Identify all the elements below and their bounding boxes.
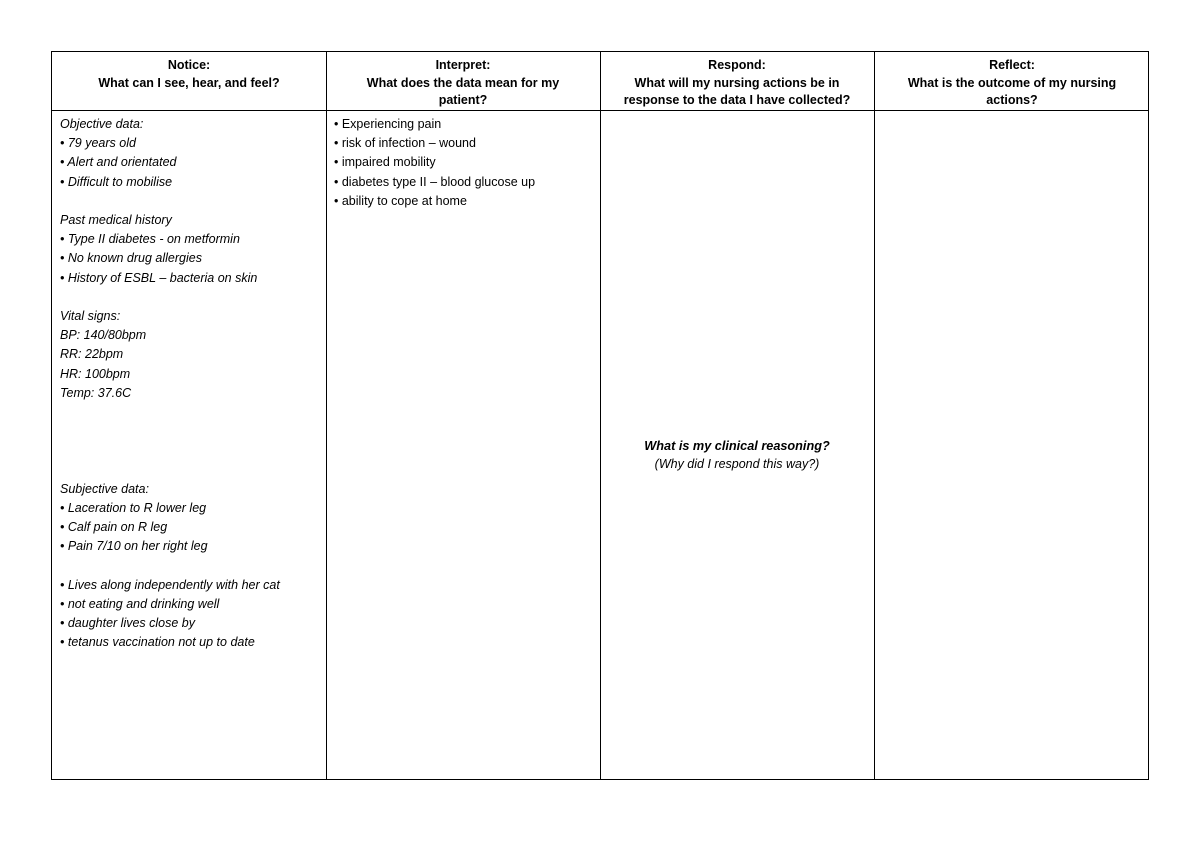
reasoning-subtitle: (Why did I respond this way?) bbox=[654, 457, 820, 471]
notice-header bbox=[52, 57, 326, 109]
list-item: • History of ESBL – bacteria on skin bbox=[60, 270, 258, 285]
header-divider bbox=[52, 110, 1148, 111]
vital-sign: RR: 22bpm bbox=[60, 347, 124, 362]
list-item: • Pain 7/10 on her right leg bbox=[60, 539, 208, 554]
notice-subtitle: What can I see, hear, and feel? bbox=[98, 75, 280, 90]
reflect-header bbox=[874, 57, 1150, 109]
reflect-title: Reflect: bbox=[989, 58, 1035, 72]
column-divider bbox=[326, 52, 327, 779]
list-item: • Laceration to R lower leg bbox=[60, 501, 207, 516]
vitals-heading: Vital signs: bbox=[60, 309, 121, 323]
list-item: • tetanus vaccination not up to date bbox=[60, 635, 255, 650]
interpret-subtitle: What does the data mean for my patient? bbox=[366, 75, 560, 107]
column-divider bbox=[600, 52, 601, 779]
list-item: • Alert and orientated bbox=[60, 155, 177, 170]
list-item: • Calf pain on R leg bbox=[60, 520, 168, 535]
objective-heading: Objective data: bbox=[60, 117, 144, 131]
reasoning-table bbox=[51, 51, 1149, 780]
history-heading: Past medical history bbox=[60, 213, 172, 227]
respond-subtitle: What will my nursing actions be in response to the data I have collected? bbox=[623, 75, 851, 107]
list-item: • Type II diabetes - on metformin bbox=[60, 232, 240, 247]
interpret-title: Interpret: bbox=[435, 58, 491, 72]
clinical-reasoning bbox=[600, 437, 874, 473]
list-item: • diabetes type II – blood glucose up bbox=[334, 174, 536, 189]
list-item: • daughter lives close by bbox=[60, 616, 196, 631]
list-item: • ability to cope at home bbox=[334, 193, 467, 208]
list-item: • Experiencing pain bbox=[334, 117, 442, 131]
reflect-subtitle: What is the outcome of my nursing actions? bbox=[907, 75, 1117, 107]
notice-content bbox=[60, 115, 280, 653]
list-item: • Difficult to mobilise bbox=[60, 174, 173, 189]
subjective-heading: Subjective data: bbox=[60, 481, 149, 496]
list-item: • not eating and drinking well bbox=[60, 597, 220, 612]
reasoning-title: What is my clinical reasoning? bbox=[644, 439, 830, 453]
notice-title: Notice: bbox=[167, 58, 211, 72]
vital-sign: BP: 140/80bpm bbox=[60, 328, 147, 343]
respond-title: Respond: bbox=[708, 58, 766, 72]
list-item: • No known drug allergies bbox=[60, 251, 202, 266]
list-item: • Lives along independently with her cat bbox=[60, 577, 280, 592]
respond-header bbox=[600, 57, 874, 109]
list-item: • impaired mobility bbox=[334, 155, 436, 170]
interpret-header bbox=[326, 57, 600, 109]
column-divider bbox=[874, 52, 875, 779]
vital-sign: HR: 100bpm bbox=[60, 366, 131, 381]
list-item: • risk of infection – wound bbox=[334, 136, 476, 151]
vital-sign: Temp: 37.6C bbox=[60, 385, 132, 400]
list-item: • 79 years old bbox=[60, 136, 136, 151]
interpret-content bbox=[334, 115, 535, 211]
